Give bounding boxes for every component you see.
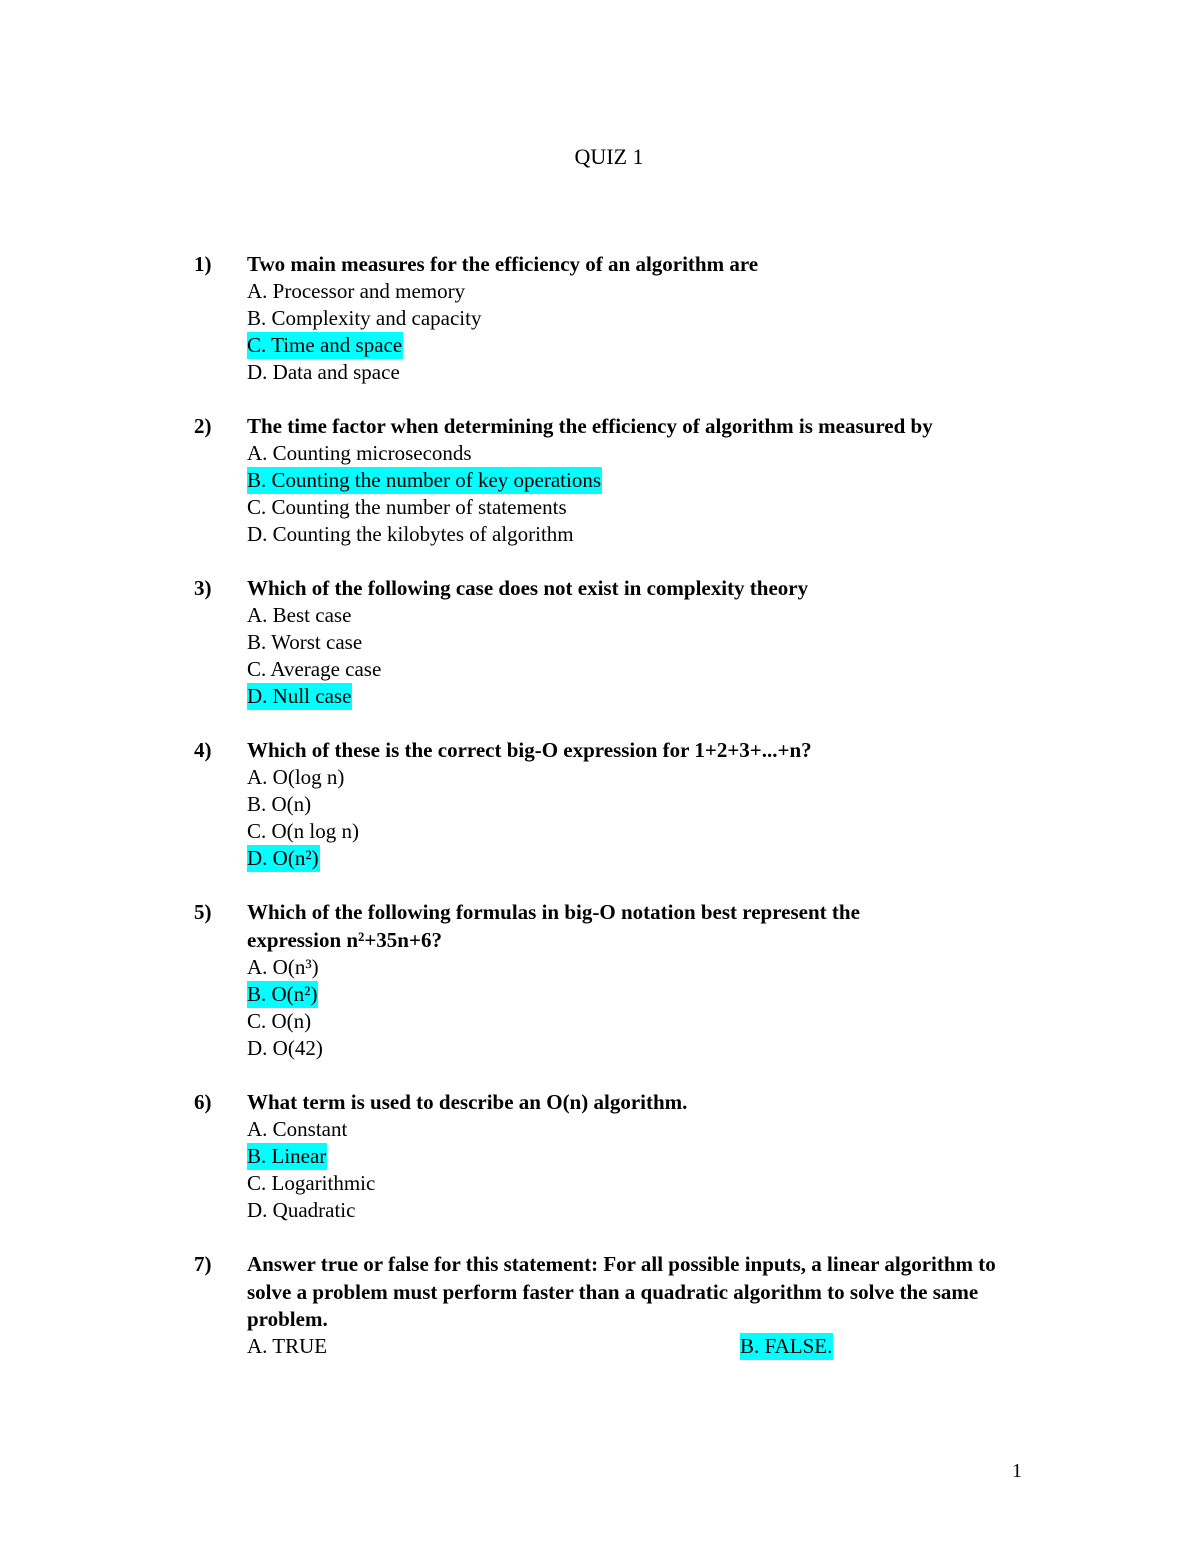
option-b: B. O(n) [247,792,312,816]
option-c: C. O(n) [247,1009,312,1033]
option-d-correct-highlighted: D. Null case [247,684,352,708]
question-number: 2) [194,414,212,438]
option-d: D. O(42) [247,1036,323,1060]
page-title: QUIZ 1 [574,144,644,169]
option-d: D. Data and space [247,360,400,384]
option-a: A. TRUE [247,1334,328,1358]
option-b: B. Worst case [247,630,363,654]
question-7 [0,1251,1100,1360]
option-d: D. Quadratic [247,1198,356,1222]
question-number: 5) [194,900,212,924]
question-text: Which of the following case does not exist in complexity theory [247,576,809,600]
question-text: The time factor when determining the efficiency of algorithm is measured by [247,414,933,438]
question-number: 4) [194,738,212,762]
option-b-correct-highlighted: B. Counting the number of key operations [247,468,602,492]
question-number: 3) [194,576,212,600]
option-a: A. Processor and memory [247,279,466,303]
option-b-correct-highlighted: B. Linear [247,1144,327,1168]
option-a: A. O(log n) [247,765,345,789]
option-a: A. Constant [247,1117,348,1141]
option-b-correct-highlighted: B. FALSE. [740,1334,833,1358]
option-c-correct-highlighted: C. Time and space [247,333,403,357]
option-a: A. O(n³) [247,955,319,979]
option-a: A. Best case [247,603,352,627]
question-6 [0,1089,1100,1224]
question-text: Which of the following formulas in big-O notation best represent the expression n²+35n+6? [247,900,860,952]
question-3 [0,575,1100,710]
option-b: B. Complexity and capacity [247,306,482,330]
option-d: D. Counting the kilobytes of algorithm [247,522,574,546]
option-b-correct-highlighted: B. O(n²) [247,982,318,1006]
option-a: A. Counting microseconds [247,441,472,465]
question-text: Answer true or false for this statement: For all possible inputs, a linear algorithm to solve a problem must perform faster than a quadratic algorithm to solve the same problem. [247,1252,996,1331]
question-1 [0,251,1100,386]
question-number: 1) [194,252,212,276]
option-c: C. O(n log n) [247,819,359,843]
question-2 [0,413,1100,548]
question-text: Which of these is the correct big-O expression for 1+2+3+...+n? [247,738,812,762]
option-c: C. Counting the number of statements [247,495,567,519]
question-text: Two main measures for the efficiency of an algorithm are [247,252,759,276]
option-d-correct-highlighted: D. O(n²) [247,846,319,870]
question-4 [0,737,1100,872]
page-number: 1 [1012,1460,1022,1482]
option-c: C. Logarithmic [247,1171,376,1195]
question-number: 6) [194,1090,212,1114]
question-5 [0,899,1100,1062]
question-text: What term is used to describe an O(n) algorithm. [247,1090,688,1114]
option-c: C. Average case [247,657,382,681]
question-number: 7) [194,1252,212,1276]
